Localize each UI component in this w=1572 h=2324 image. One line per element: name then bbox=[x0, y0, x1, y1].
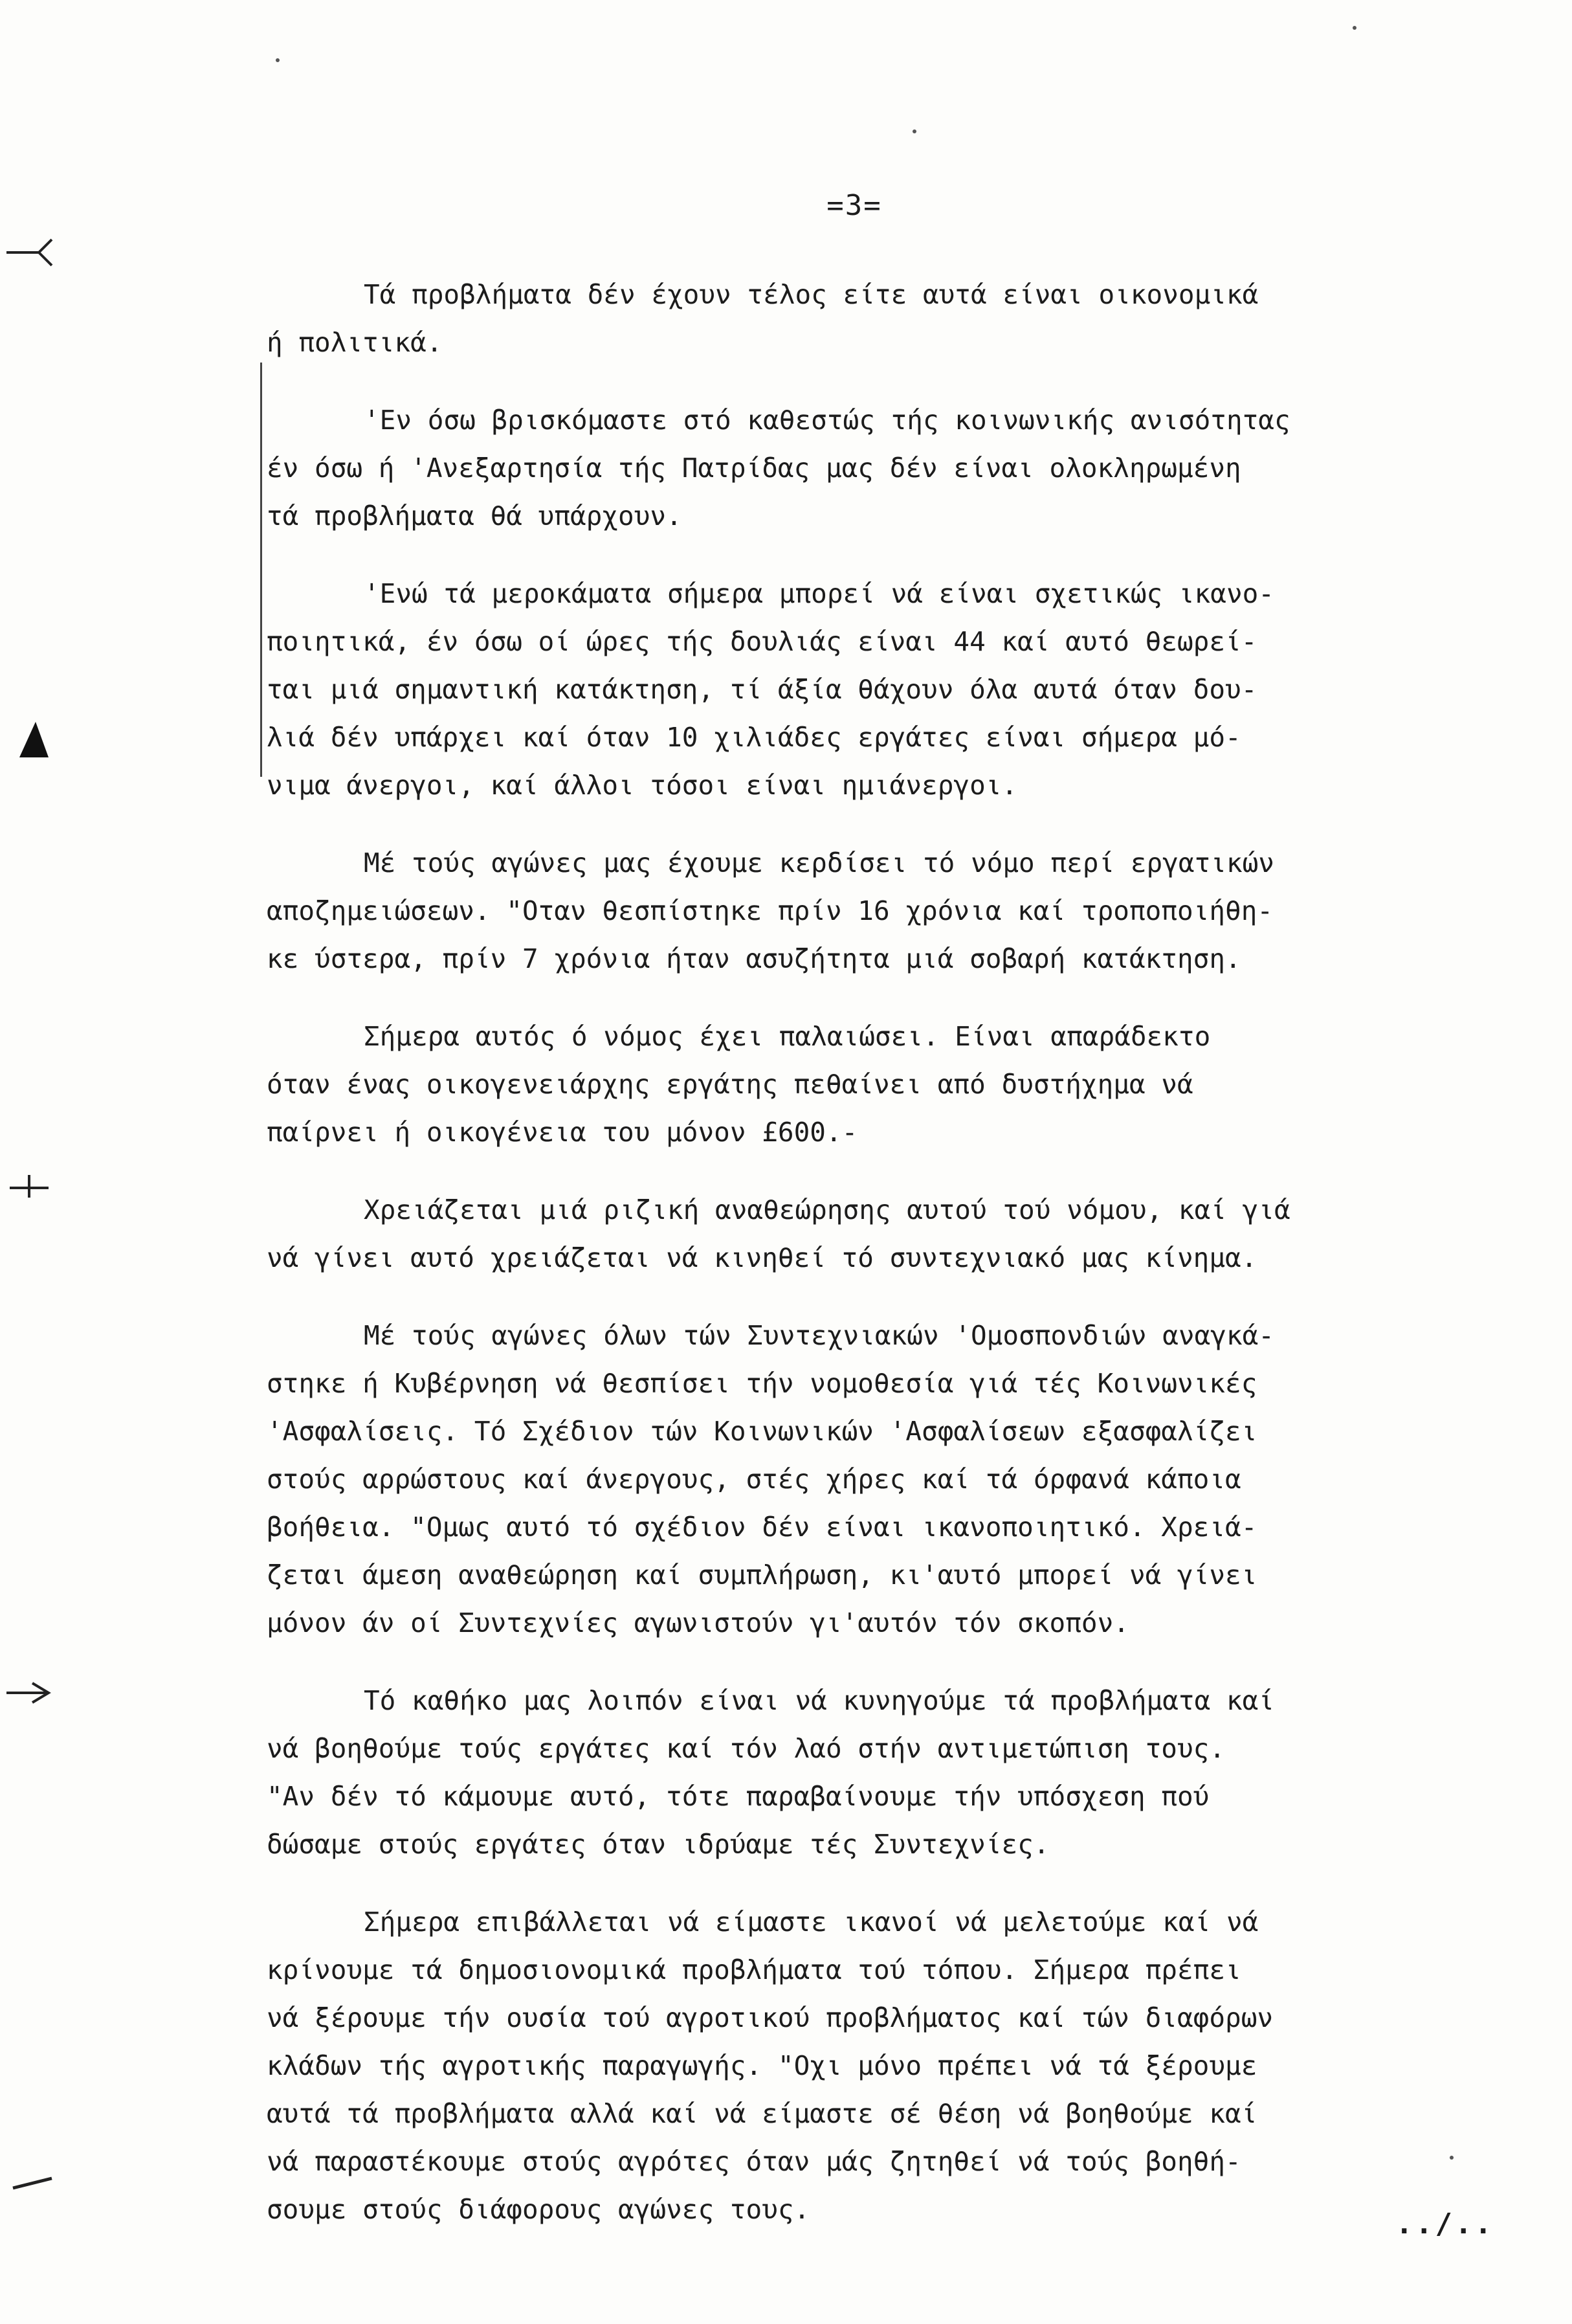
page-number: =3= bbox=[826, 189, 882, 222]
text-line: σουμε στούς διάφορους αγώνες τους. bbox=[267, 2194, 810, 2225]
paragraph bbox=[267, 271, 1500, 366]
paragraph bbox=[267, 1312, 1500, 1647]
text-line: Σήμερα αυτός ό νόμος έχει παλαιώσει. Είναι απαράδεκτο bbox=[364, 1021, 1211, 1052]
arrow-mark-icon bbox=[0, 233, 58, 278]
text-line: νά γίνει αυτό χρειάζεται νά κινηθεί τό συντεχνιακό μας κίνημα. bbox=[267, 1242, 1257, 1273]
paragraph bbox=[267, 396, 1500, 540]
text-line: Τό καθήκο μας λοιπόν είναι νά κυνηγούμε τά προβλήματα καί bbox=[364, 1685, 1274, 1716]
scan-speck bbox=[276, 58, 280, 62]
text-line: Μέ τούς αγώνες όλων τών Συντεχνιακών 'Ομοσπονδιών αναγκά- bbox=[364, 1320, 1274, 1351]
paragraph bbox=[267, 570, 1500, 809]
text-line: ποιητικά, έν όσω οί ώρες τής δουλιάς είναι 44 καί αυτό θεωρεί- bbox=[267, 626, 1257, 657]
text-line: 'Ασφαλίσεις. Τό Σχέδιον τών Κοινωνικών 'Ασφαλίσεων εξασφαλίζει bbox=[267, 1416, 1257, 1447]
text-line: 'Εν όσω βρισκόμαστε στό καθεστώς τής κοινωνικής ανισότητας bbox=[364, 405, 1290, 436]
text-line: βοήθεια. "Ομως αυτό τό σχέδιον δέν είναι ικανοποιητικό. Χρειά- bbox=[267, 1512, 1257, 1543]
text-line: νά παραστέκουμε στούς αγρότες όταν μάς ζητηθεί νά τούς βοηθή- bbox=[267, 2146, 1241, 2177]
paragraph bbox=[267, 1186, 1500, 1282]
text-line: Τά προβλήματα δέν έχουν τέλος είτε αυτά είναι οικονομικά bbox=[364, 279, 1259, 310]
plus-mark-icon bbox=[0, 1165, 58, 1211]
text-line: νιμα άνεργοι, καί άλλοι τόσοι είναι ημιάνεργοι. bbox=[267, 770, 1018, 801]
continuation-mark: ../.. bbox=[1395, 2207, 1494, 2240]
arrow-mark-icon bbox=[0, 1670, 58, 1715]
margin-rule bbox=[260, 363, 262, 777]
text-line: έν όσω ή 'Ανεξαρτησία τής Πατρίδας μας δέν είναι ολοκληρωμένη bbox=[267, 453, 1241, 484]
arrowhead-mark-icon bbox=[0, 719, 58, 764]
text-line: κρίνουμε τά δημοσιονομικά προβλήματα τού τόπου. Σήμερα πρέπει bbox=[267, 1954, 1241, 1985]
text-line: ή πολιτικά. bbox=[267, 327, 443, 358]
text-line: τά προβλήματα θά υπάρχουν. bbox=[267, 500, 682, 531]
text-line: ται μιά σημαντική κατάκτηση, τί άξία θάχουν όλα αυτά όταν δου- bbox=[267, 674, 1257, 705]
text-line: κε ύστερα, πρίν 7 χρόνια ήταν ασυζήτητα μιά σοβαρή κατάκτηση. bbox=[267, 943, 1241, 974]
text-line: Μέ τούς αγώνες μας έχουμε κερδίσει τό νόμο περί εργατικών bbox=[364, 847, 1274, 878]
scan-speck bbox=[1353, 26, 1356, 30]
text-line: αυτά τά προβλήματα αλλά καί νά είμαστε σέ θέση νά βοηθούμε καί bbox=[267, 2098, 1257, 2129]
text-line: στηκε ή Κυβέρνηση νά θεσπίσει τήν νομοθεσία γιά τές Κοινωνικές bbox=[267, 1368, 1257, 1399]
text-line: στούς αρρώστους καί άνεργους, στές χήρες καί τά όρφανά κάποια bbox=[267, 1464, 1241, 1495]
scan-speck bbox=[913, 129, 916, 133]
text-line: όταν ένας οικογενειάρχης εργάτης πεθαίνει από δυστήχημα νά bbox=[267, 1069, 1193, 1100]
text-line: αποζημειώσεων. "Οταν θεσπίστηκε πρίν 16 χρόνια καί τροποποιήθη- bbox=[267, 895, 1274, 926]
text-line: κλάδων τής αγροτικής παραγωγής. "Οχι μόνο πρέπει νά τά ξέρουμε bbox=[267, 2050, 1257, 2081]
text-line: 'Ενώ τά μεροκάματα σήμερα μπορεί νά είναι σχετικώς ικανο- bbox=[364, 578, 1274, 609]
paragraph bbox=[267, 1898, 1500, 2233]
dash-mark-icon bbox=[0, 2162, 58, 2207]
paragraph bbox=[267, 1012, 1500, 1156]
text-line: μόνον άν οί Συντεχνίες αγωνιστούν γι'αυτόν τόν σκοπόν. bbox=[267, 1607, 1129, 1638]
paragraph bbox=[267, 839, 1500, 983]
text-line: παίρνει ή οικογένεια του μόνον £600.- bbox=[267, 1117, 858, 1148]
text-line: Χρειάζεται μιά ριζική αναθεώρησης αυτού τού νόμου, καί γιά bbox=[364, 1194, 1290, 1225]
text-line: "Αν δέν τό κάμουμε αυτό, τότε παραβαίνουμε τήν υπόσχεση πού bbox=[267, 1781, 1210, 1812]
text-line: νά ξέρουμε τήν ουσία τού αγροτικού προβλήματος καί τών διαφόρων bbox=[267, 2002, 1274, 2033]
text-line: νά βοηθούμε τούς εργάτες καί τόν λαό στήν αντιμετώπιση τους. bbox=[267, 1733, 1226, 1764]
text-line: δώσαμε στούς εργάτες όταν ιδρύαμε τές Συντεχνίες. bbox=[267, 1829, 1050, 1860]
paragraph bbox=[267, 1677, 1500, 1868]
text-line: λιά δέν υπάρχει καί όταν 10 χιλιάδες εργάτες είναι σήμερα μό- bbox=[267, 722, 1241, 753]
body-text bbox=[267, 271, 1500, 2263]
text-line: Σήμερα επιβάλλεται νά είμαστε ικανοί νά μελετούμε καί νά bbox=[364, 1906, 1259, 1938]
text-line: ζεται άμεση αναθεώρηση καί συμπλήρωση, κι'αυτό μπορεί νά γίνει bbox=[267, 1559, 1257, 1591]
